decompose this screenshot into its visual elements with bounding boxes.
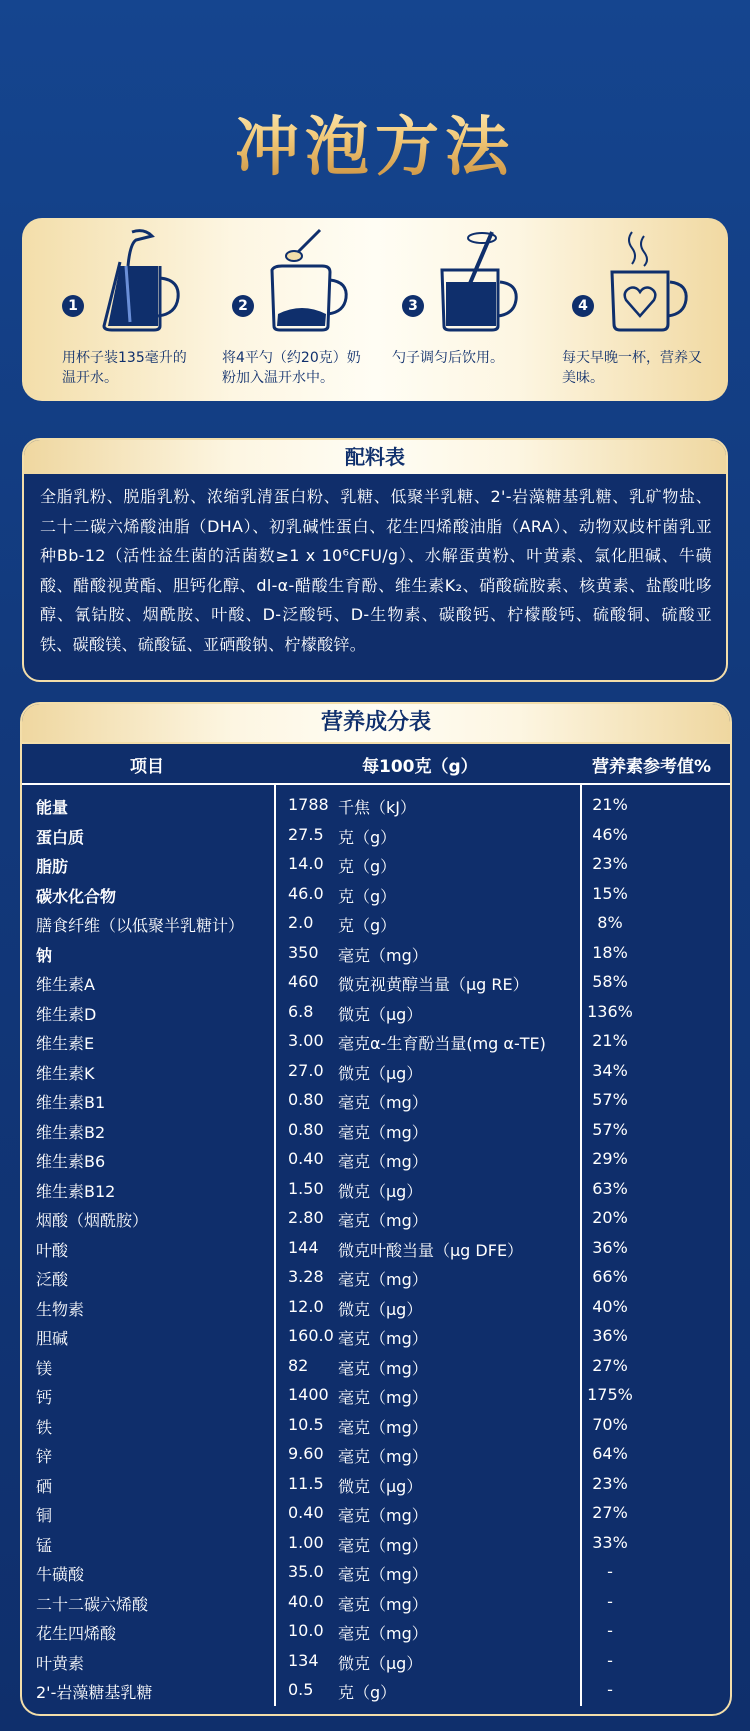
ingredients-text: 全脂乳粉、脱脂乳粉、浓缩乳清蛋白粉、乳糖、低聚半乳糖、2'-岩藻糖基乳糖、乳矿物盐、二十二碳六烯酸油脂（DHA）、初乳碱性蛋白、花生四烯酸油脂（ARA）、动物双歧杆菌乳亚种Bb-12（活性益生菌的活菌数≥1 x 10⁶CFU/g）、水解蛋黄粉、叶黄素、氯化胆碱、牛磺酸、醋酸视黄酯、胆钙化醇、dl-α-醋酸生育酚、维生素K₂、硝酸硫胺素、核黄素、盐酸吡哆醇、氰钴胺、烟酰胺、叶酸、D-泛酸钙、D-生物素、碳酸钙、柠檬酸钙、硫酸铜、硫酸亚铁、碳酸镁、硫酸锰、亚硒酸钠、柠檬酸锌。 [40, 487, 712, 654]
nutrient-nrv: 57% [592, 1119, 628, 1139]
nutrient-value: 1788 [288, 795, 329, 814]
nutrient-nrv: 36% [592, 1326, 628, 1345]
nutrient-nrv: - [607, 1680, 613, 1699]
nutrient-name: 叶黄素 [36, 1653, 85, 1673]
page-title: 冲泡方法 [0, 96, 750, 188]
step-4 [532, 218, 702, 401]
table-row [22, 1470, 730, 1500]
nutrient-value: 350 [288, 942, 319, 962]
nutrient-value: 1.00 [288, 1532, 324, 1552]
nutrition-table [20, 702, 732, 1716]
step-1 [22, 218, 192, 401]
nutrient-unit: 毫克（mg） [338, 1358, 428, 1378]
nutrient-unit: 毫克（mg） [338, 1270, 428, 1289]
nutrient-name: 碳水化合物 [36, 886, 117, 906]
nutrient-nrv: 66% [592, 1267, 628, 1286]
nutrient-name: 锰 [36, 1535, 53, 1555]
nutrient-nrv: 57% [592, 1090, 628, 1109]
step-text: 每天早晚一杯，营养又美味。 [562, 350, 702, 386]
header-item: 项目 [130, 757, 164, 777]
nutrient-unit: 微克视黄醇当量（μg RE） [338, 975, 529, 994]
nutrient-value: 0.40 [288, 1149, 324, 1168]
nutrient-name: 维生素B6 [36, 1152, 106, 1171]
nutrient-unit: 微克叶酸当量（μg DFE） [338, 1240, 524, 1260]
stir-spoon-cup-icon [432, 226, 522, 336]
nutrient-nrv: 33% [592, 1532, 628, 1552]
nutrient-unit: 毫克（mg） [338, 1417, 428, 1437]
table-row [22, 1499, 730, 1529]
table-header [22, 742, 730, 785]
nutrient-unit: 毫克α-生育酚当量(mg α-TE) [338, 1034, 546, 1053]
table-row [22, 1381, 730, 1411]
table-row [22, 1057, 730, 1087]
table-row [22, 1204, 730, 1234]
nutrient-unit: 毫克（mg） [338, 1535, 428, 1555]
brewing-steps-panel [22, 218, 728, 401]
nutrition-title: 营养成分表 [22, 704, 730, 742]
nutrient-nrv: 23% [592, 1473, 628, 1493]
nutrient-value: 40.0 [288, 1591, 324, 1611]
nutrient-name: 叶酸 [36, 1240, 69, 1260]
nutrient-name: 烟酸（烟酰胺） [36, 1211, 149, 1230]
nutrient-nrv: 40% [592, 1296, 628, 1316]
nutrient-unit: 毫克（mg） [338, 1506, 428, 1525]
table-row [22, 1617, 730, 1647]
step-number: 4 [572, 295, 594, 317]
nutrient-unit: 克（g） [338, 827, 397, 847]
nutrient-unit: 毫克（mg） [338, 1122, 428, 1142]
nutrient-name: 锌 [36, 1447, 53, 1466]
table-row [22, 1116, 730, 1146]
nutrient-name: 钠 [36, 945, 53, 965]
nutrient-nrv: 8% [597, 913, 623, 932]
nutrient-value: 0.40 [288, 1503, 324, 1522]
nutrient-value: 14.0 [288, 854, 324, 873]
nutrient-value: 3.28 [288, 1267, 324, 1286]
nutrient-value: 3.00 [288, 1031, 324, 1050]
nutrient-nrv: 29% [592, 1149, 628, 1168]
nutrient-unit: 毫克（mg） [338, 1594, 428, 1614]
nutrient-unit: 克（g） [338, 886, 397, 906]
nutrient-value: 46.0 [288, 883, 324, 903]
nutrient-value: 27.5 [288, 824, 324, 844]
nutrient-value: 134 [288, 1650, 319, 1670]
nutrient-nrv: 63% [592, 1178, 628, 1198]
nutrient-nrv: 46% [592, 824, 628, 844]
nutrient-nrv: 58% [592, 972, 628, 991]
table-row [22, 880, 730, 910]
nutrient-name: 泛酸 [36, 1270, 69, 1289]
nutrient-value: 6.8 [288, 1001, 314, 1021]
nutrient-unit: 微克（μg） [338, 1004, 423, 1024]
nutrient-unit: 克（g） [338, 916, 397, 935]
nutrient-nrv: 175% [587, 1385, 633, 1404]
nutrient-unit: 毫克（mg） [338, 1152, 428, 1171]
table-row [22, 1234, 730, 1264]
nutrient-name: 钙 [36, 1388, 53, 1407]
table-row [22, 1263, 730, 1293]
table-row [22, 850, 730, 880]
nutrient-unit: 毫克（mg） [338, 1565, 428, 1584]
table-row [22, 1647, 730, 1677]
nutrient-value: 0.80 [288, 1119, 324, 1139]
nutrient-name: 维生素D [36, 1004, 97, 1024]
nutrient-value: 82 [288, 1355, 309, 1375]
table-row [22, 968, 730, 998]
nutrient-name: 维生素B2 [36, 1122, 106, 1142]
nutrient-name: 维生素K [36, 1063, 95, 1083]
table-row [22, 1293, 730, 1323]
nutrient-value: 10.5 [288, 1414, 324, 1434]
nutrient-nrv: 20% [592, 1208, 628, 1227]
table-row [22, 1322, 730, 1352]
nutrient-nrv: 21% [592, 795, 628, 814]
nutrient-name: 能量 [36, 798, 69, 817]
nutrient-nrv: 23% [592, 854, 628, 873]
nutrient-name: 铜 [36, 1506, 53, 1525]
nutrient-name: 维生素E [36, 1034, 95, 1053]
table-row [22, 998, 730, 1028]
nutrient-name: 铁 [36, 1417, 53, 1437]
nutrient-value: 12.0 [288, 1296, 324, 1316]
nutrient-name: 维生素A [36, 975, 95, 994]
nutrient-unit: 毫克（mg） [338, 1329, 428, 1348]
table-row [22, 1440, 730, 1470]
nutrient-name: 维生素B1 [36, 1093, 106, 1112]
nutrient-nrv: - [607, 1621, 613, 1640]
step-text: 将4平勺（约20克）奶粉加入温开水中。 [222, 350, 361, 386]
nutrient-value: 27.0 [288, 1060, 324, 1080]
table-row [22, 1588, 730, 1618]
step-2 [192, 218, 362, 401]
nutrient-name: 维生素B12 [36, 1181, 116, 1201]
nutrient-unit: 微克（μg） [338, 1476, 423, 1496]
nutrient-value: 10.0 [288, 1621, 324, 1640]
nutrient-value: 11.5 [288, 1473, 324, 1493]
nutrient-name: 生物素 [36, 1299, 85, 1319]
table-row [22, 1558, 730, 1588]
nutrient-unit: 微克（μg） [338, 1181, 423, 1201]
nutrient-value: 2.0 [288, 913, 314, 932]
nutrient-value: 0.80 [288, 1090, 324, 1109]
table-row [22, 1145, 730, 1175]
header-per100: 每100克（g） [362, 757, 478, 777]
step-number: 2 [232, 295, 254, 317]
scoop-powder-cup-icon [262, 226, 352, 336]
nutrient-value: 160.0 [288, 1326, 334, 1345]
nutrient-name: 花生四烯酸 [36, 1624, 117, 1643]
nutrient-value: 0.5 [288, 1680, 314, 1699]
nutrient-name: 镁 [36, 1358, 53, 1378]
nutrient-unit: 毫克（mg） [338, 1211, 428, 1230]
step-3 [362, 218, 532, 401]
nutrient-unit: 克（g） [338, 857, 397, 876]
nutrient-name: 脂肪 [36, 857, 69, 876]
nutrient-name: 硒 [36, 1476, 53, 1496]
header-nrv: 营养素参考值% [592, 757, 712, 777]
nutrient-unit: 毫克（mg） [338, 1447, 428, 1466]
ingredients-panel [22, 438, 728, 682]
nutrient-value: 1.50 [288, 1178, 324, 1198]
nutrient-nrv: - [607, 1591, 613, 1611]
table-row [22, 909, 730, 939]
nutrient-name: 2'-岩藻糖基乳糖 [36, 1683, 153, 1702]
nutrient-nrv: - [607, 1650, 613, 1670]
nutrient-nrv: 64% [592, 1444, 628, 1463]
nutrient-name: 牛磺酸 [36, 1565, 85, 1584]
step-text: 勺子调匀后饮用。 [392, 350, 504, 366]
nutrient-nrv: 18% [592, 942, 628, 962]
nutrient-value: 460 [288, 972, 319, 991]
nutrient-value: 9.60 [288, 1444, 324, 1463]
table-row [22, 1086, 730, 1116]
nutrient-nrv: 36% [592, 1237, 628, 1257]
heart-mug-icon [602, 226, 692, 336]
table-row [22, 1352, 730, 1382]
nutrient-unit: 千焦（kJ） [338, 798, 416, 817]
nutrient-unit: 微克（μg） [338, 1653, 423, 1673]
nutrient-unit: 毫克（mg） [338, 1624, 428, 1643]
table-row [22, 1175, 730, 1205]
table-row [22, 821, 730, 851]
nutrient-value: 35.0 [288, 1562, 324, 1581]
nutrient-unit: 微克（μg） [338, 1299, 423, 1319]
nutrient-value: 144 [288, 1237, 319, 1257]
nutrient-nrv: 34% [592, 1060, 628, 1080]
nutrient-unit: 毫克（mg） [338, 945, 428, 965]
pour-water-cup-icon [92, 226, 182, 336]
nutrient-nrv: 136% [587, 1001, 633, 1021]
nutrient-value: 1400 [288, 1385, 329, 1404]
table-row [22, 939, 730, 969]
nutrient-nrv: 27% [592, 1503, 628, 1522]
table-row [22, 1411, 730, 1441]
nutrient-unit: 毫克（mg） [338, 1388, 428, 1407]
nutrient-nrv: 21% [592, 1031, 628, 1050]
step-number: 1 [62, 295, 84, 317]
nutrient-nrv: 70% [592, 1414, 628, 1434]
nutrient-name: 膳食纤维（以低聚半乳糖计） [36, 916, 245, 935]
table-row [22, 1529, 730, 1559]
nutrient-nrv: - [607, 1562, 613, 1581]
nutrient-nrv: 15% [592, 883, 628, 903]
table-body [22, 785, 730, 1706]
nutrient-nrv: 27% [592, 1355, 628, 1375]
step-number: 3 [402, 295, 424, 317]
table-row [22, 791, 730, 821]
nutrient-unit: 微克（μg） [338, 1063, 423, 1083]
ingredients-title: 配料表 [24, 440, 726, 474]
nutrient-unit: 毫克（mg） [338, 1093, 428, 1112]
nutrient-name: 胆碱 [36, 1329, 69, 1348]
nutrient-name: 蛋白质 [36, 827, 85, 847]
nutrient-value: 2.80 [288, 1208, 324, 1227]
table-row [22, 1027, 730, 1057]
nutrient-unit: 克（g） [338, 1683, 397, 1702]
step-text: 用杯子装135毫升的温开水。 [62, 350, 187, 386]
nutrient-name: 二十二碳六烯酸 [36, 1594, 149, 1614]
table-row [22, 1676, 730, 1706]
